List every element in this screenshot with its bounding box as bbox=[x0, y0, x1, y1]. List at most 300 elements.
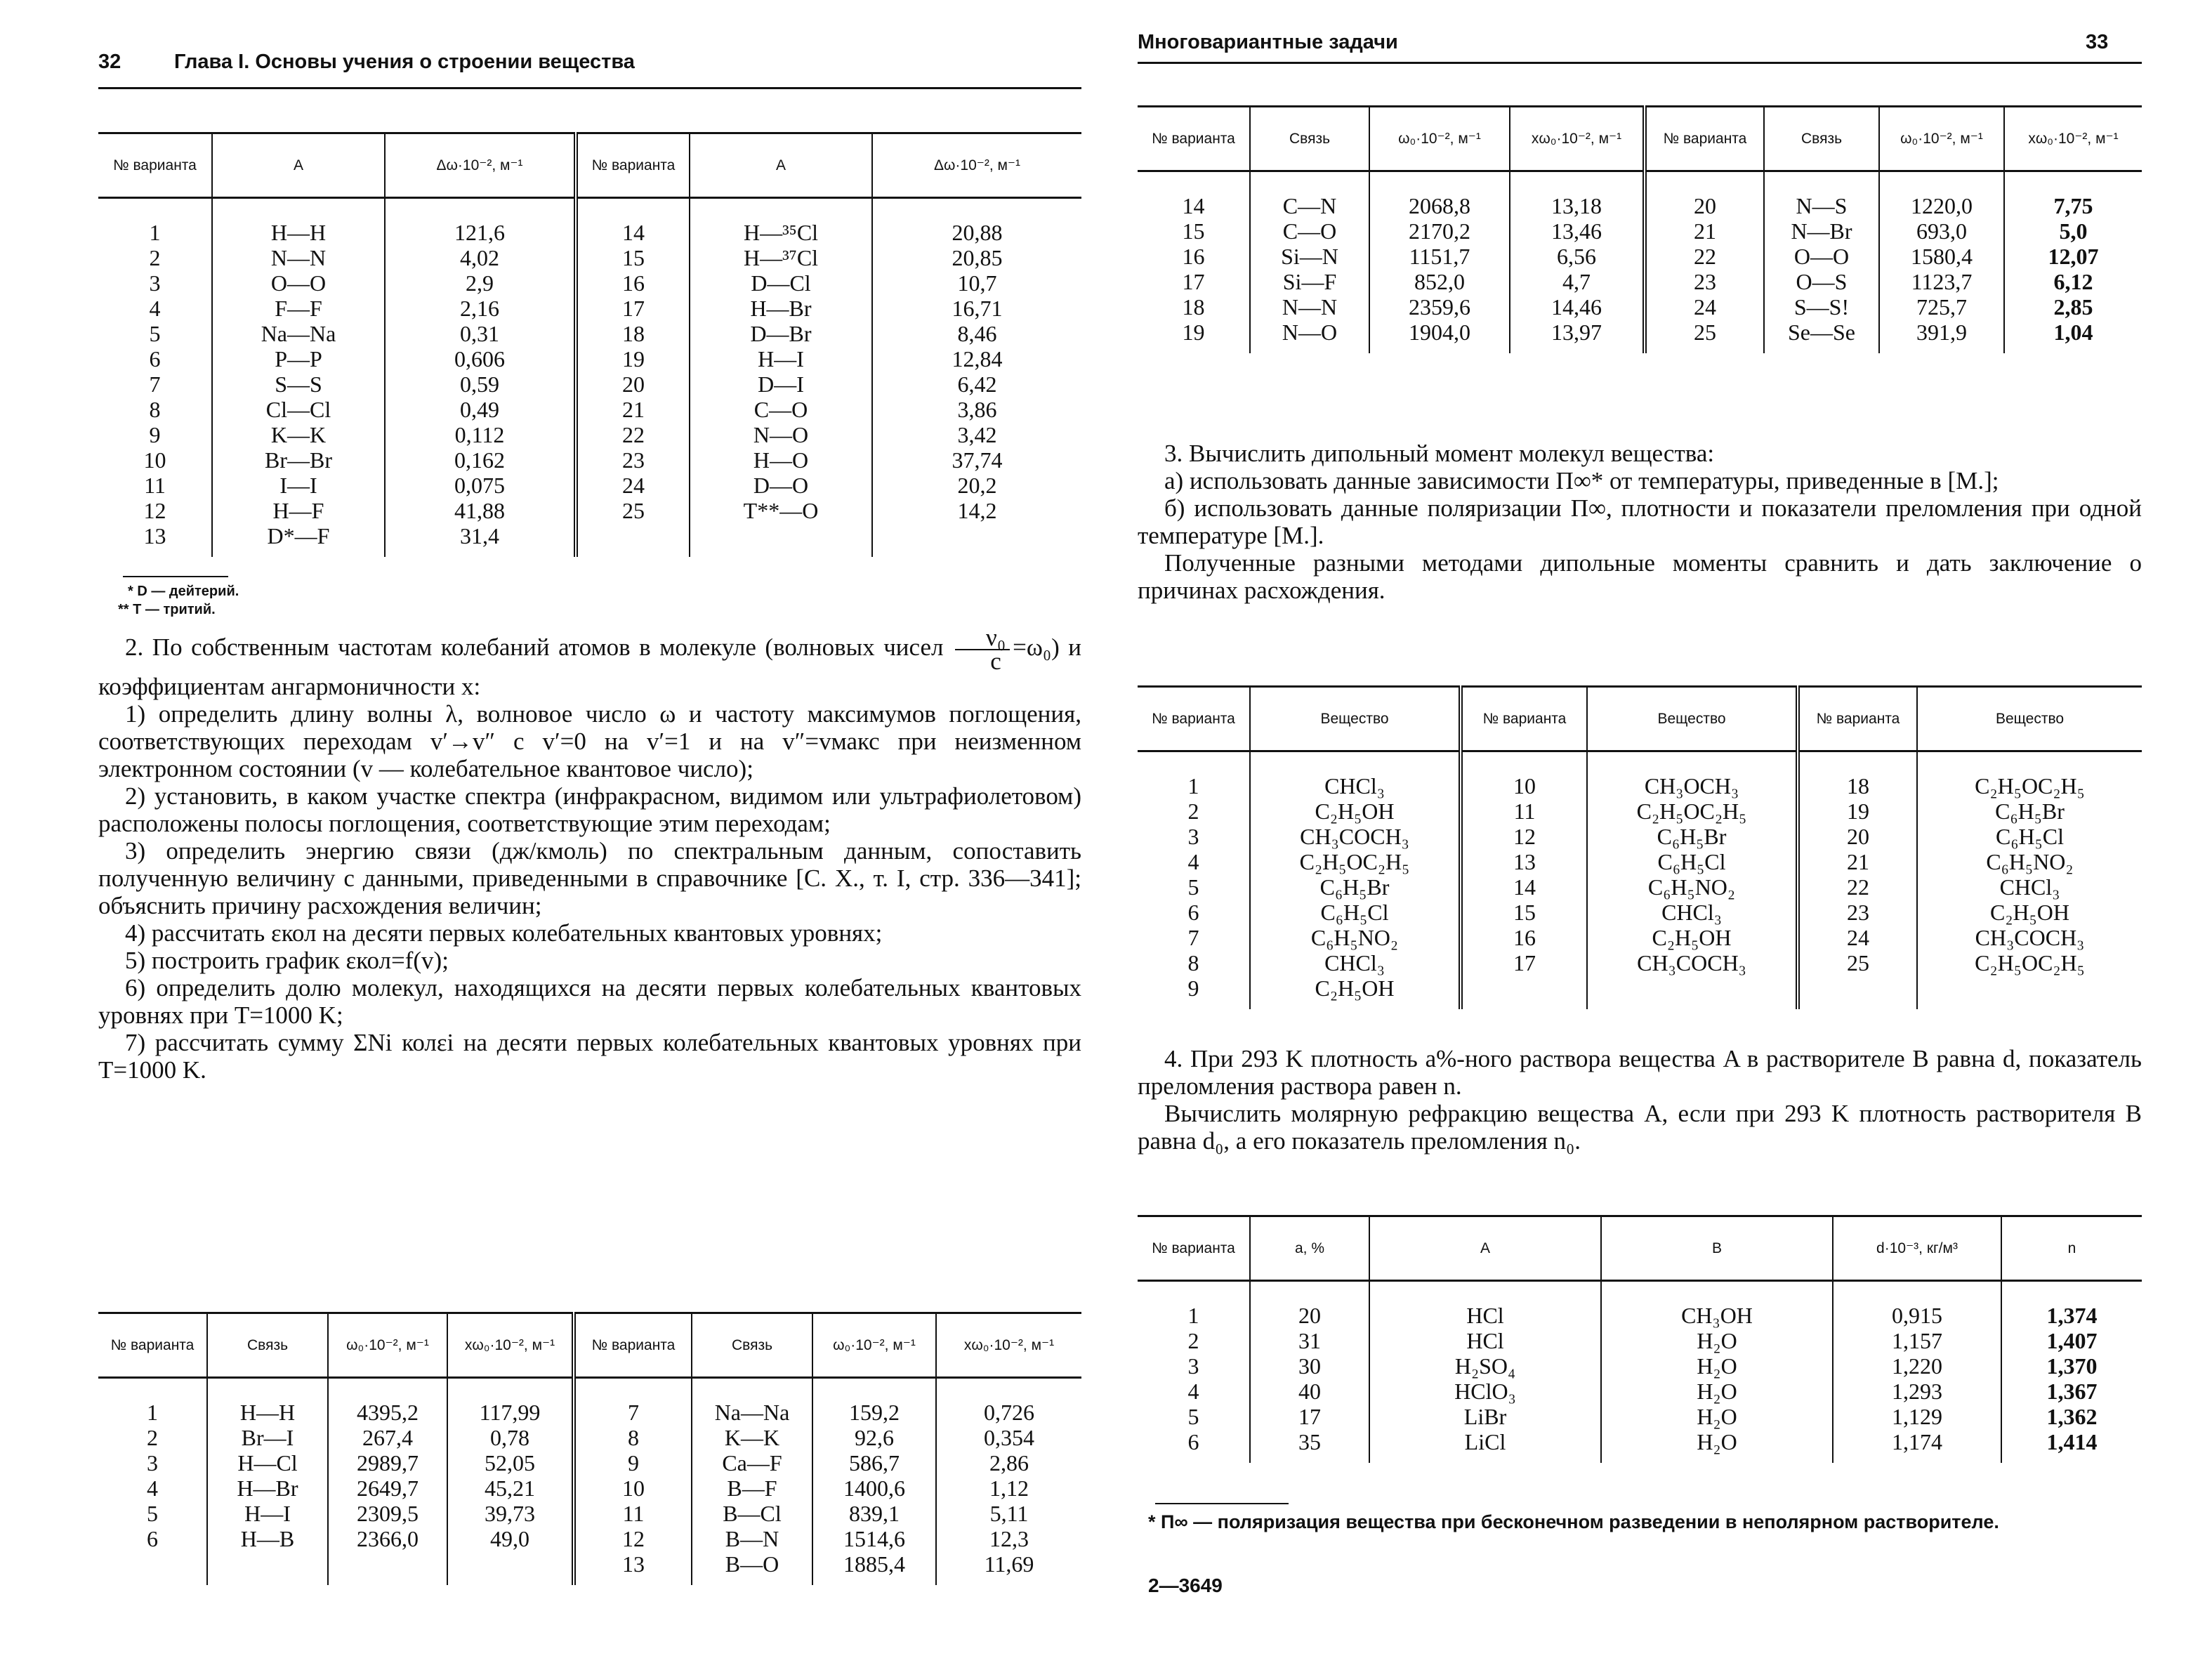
table-cell: C₆H₅NO₂ bbox=[1986, 849, 2074, 874]
table-cell: C₆H₅Cl bbox=[1996, 824, 2064, 849]
table-cell: 4 bbox=[1187, 849, 1199, 874]
table-cell: 23 bbox=[1694, 269, 1716, 294]
footnote-deuterium: * D — дейтерий. bbox=[128, 584, 239, 599]
table-cell bbox=[1466, 975, 1584, 1001]
table-cell: HClO₃ bbox=[1454, 1379, 1516, 1404]
problem-2-item: 6) определить долю молекул, находящихся на десяти первых колебательных квантовых уровнях при T=1000 K; bbox=[98, 974, 1081, 1029]
column-header: ω₀·10⁻², м⁻¹ bbox=[812, 1313, 936, 1378]
table-cell: C₆H₅Br bbox=[1657, 824, 1727, 849]
table-cell: 8 bbox=[628, 1425, 639, 1450]
footnote-rule bbox=[1155, 1503, 1289, 1504]
problem-3-conclusion: Полученные разными методами дипольные моменты сравнить и дать заключение о причинах расхождения. bbox=[1138, 549, 2142, 604]
table-cell: 1123,7 bbox=[1911, 269, 1973, 294]
column-header: № варианта bbox=[1461, 687, 1587, 751]
table-cell: C₂H₅OC₂H₅ bbox=[1975, 773, 2085, 799]
table-cell: HCl bbox=[1466, 1328, 1504, 1353]
table-column bbox=[385, 198, 576, 558]
table-cell: 15 bbox=[1182, 218, 1205, 244]
table-cell bbox=[1921, 975, 2139, 1001]
table-cell: C—O bbox=[1282, 218, 1337, 244]
table-cell: S—S bbox=[275, 372, 322, 397]
table-cell: 1,370 bbox=[2046, 1353, 2098, 1379]
table-cell: N—Br bbox=[1791, 218, 1852, 244]
table-cell: Cl—Cl bbox=[265, 397, 331, 422]
column-header: Δω·10⁻², м⁻¹ bbox=[872, 133, 1081, 198]
table-cell: 267,4 bbox=[362, 1425, 413, 1450]
table-cell: 19 bbox=[1847, 799, 1869, 824]
table-cell: 2649,7 bbox=[357, 1476, 419, 1501]
table-row bbox=[1138, 171, 2142, 354]
table-cell: D*—F bbox=[267, 523, 330, 548]
table-cell: 1 bbox=[1187, 773, 1199, 799]
table-cell: 13 bbox=[1513, 849, 1536, 874]
table-cell: 6 bbox=[147, 1526, 158, 1551]
table-cell: Si—N bbox=[1281, 244, 1338, 269]
table-cell: 7 bbox=[628, 1400, 639, 1425]
table-cell: CH₃COCH₃ bbox=[1637, 950, 1746, 975]
table-cell: D—Cl bbox=[751, 270, 811, 296]
table-cell: C₆H₅Cl bbox=[1657, 849, 1726, 874]
table-cell: O—O bbox=[1793, 244, 1850, 269]
table-cell: D—I bbox=[758, 372, 804, 397]
table-cell: 23 bbox=[622, 447, 645, 473]
table-column bbox=[1138, 171, 1250, 354]
problem-2 bbox=[98, 626, 1081, 1084]
column-header: № варианта bbox=[1138, 1216, 1250, 1281]
column-header: xω₀·10⁻², м⁻¹ bbox=[2004, 107, 2142, 171]
table-cell: 9 bbox=[149, 422, 161, 447]
table-cell: 16 bbox=[1513, 925, 1536, 950]
column-header: № варианта bbox=[98, 1313, 207, 1378]
fraction-denominator: c bbox=[990, 648, 1001, 675]
table-cell: C₂H₅OH bbox=[1990, 900, 2069, 925]
table-cell: 20,88 bbox=[952, 220, 1003, 245]
table-cell: H—O bbox=[753, 447, 809, 473]
table-cell: 0,606 bbox=[454, 346, 505, 372]
table-cell: C₆H₅NO₂ bbox=[1647, 874, 1736, 900]
column-header: Связь bbox=[1764, 107, 1879, 171]
page-number: 32 bbox=[98, 51, 121, 73]
table-cell bbox=[1591, 975, 1793, 1001]
table-cell: 21 bbox=[1847, 849, 1869, 874]
table-cell: 0,162 bbox=[454, 447, 505, 473]
table-column bbox=[1587, 751, 1798, 1010]
table-cell: 11,69 bbox=[984, 1551, 1034, 1577]
column-header: № варианта bbox=[1645, 107, 1764, 171]
problem-3-item-b: б) использовать данные поляризации П∞, плотности и показатели преломления при одной температуре [M.]. bbox=[1138, 494, 2142, 549]
table-cell: C—N bbox=[1282, 193, 1337, 218]
problem-2-intro bbox=[98, 626, 1081, 700]
table-cell bbox=[876, 523, 1079, 548]
table-cell: F—F bbox=[275, 296, 322, 321]
table-cell: N—S bbox=[1796, 193, 1848, 218]
table-column bbox=[207, 1378, 328, 1586]
footnote-polarization: * П∞ — поляризация вещества при бесконечном разведении в неполярном растворителе. bbox=[1148, 1511, 1999, 1532]
table-cell: 21 bbox=[1694, 218, 1716, 244]
table-column bbox=[1833, 1281, 2001, 1464]
table-cell: H—I bbox=[758, 346, 804, 372]
table-cell: 7 bbox=[149, 372, 161, 397]
table-cell: 2989,7 bbox=[357, 1450, 419, 1476]
column-header: № варианта bbox=[1798, 687, 1917, 751]
table-cell: 1,04 bbox=[2053, 320, 2093, 345]
table-cell: C₆H₅NO₂ bbox=[1310, 925, 1399, 950]
table-cell: 8,46 bbox=[957, 321, 997, 346]
table-cell: 10,7 bbox=[957, 270, 997, 296]
column-header: A bbox=[1369, 1216, 1601, 1281]
table-cell bbox=[101, 1551, 204, 1577]
table-cell: 3,86 bbox=[957, 397, 997, 422]
table-cell: 0,78 bbox=[490, 1425, 529, 1450]
table-cell: 0,354 bbox=[984, 1425, 1034, 1450]
problem-2-item: 4) рассчитать εкол на десяти первых колебательных квантовых уровнях; bbox=[125, 919, 883, 947]
table-cell: 22 bbox=[1847, 874, 1869, 900]
table-cell: 725,7 bbox=[1916, 294, 1967, 320]
table-cell: 4395,2 bbox=[357, 1400, 419, 1425]
table-cell: 2 bbox=[1187, 1328, 1199, 1353]
table-cell: 1,414 bbox=[2046, 1429, 2098, 1454]
table-cell: 1580,4 bbox=[1911, 244, 1973, 269]
table-cell: 40 bbox=[1298, 1379, 1321, 1404]
table-cell: 20 bbox=[1298, 1303, 1321, 1328]
table-cell: 2366,0 bbox=[357, 1526, 419, 1551]
table-column bbox=[98, 1378, 207, 1586]
table-cell: 1 bbox=[1187, 1303, 1199, 1328]
column-header: № варианта bbox=[576, 133, 690, 198]
table-column bbox=[576, 198, 690, 558]
table-cell: O—O bbox=[270, 270, 327, 296]
table-column bbox=[1369, 171, 1510, 354]
column-header: Связь bbox=[1250, 107, 1369, 171]
table-cell: 1,407 bbox=[2046, 1328, 2098, 1353]
table-row bbox=[1138, 751, 2142, 1010]
problem-2-intro-a: 2. По собственным частотам колебаний атомов в молекуле (волновых чисел bbox=[125, 633, 953, 662]
table-column bbox=[1369, 1281, 1601, 1464]
column-header: Вещество bbox=[1250, 687, 1461, 751]
table-cell: 1,367 bbox=[2046, 1379, 2098, 1404]
table-column bbox=[328, 1378, 447, 1586]
table-cell: 30 bbox=[1298, 1353, 1321, 1379]
table-cell: 5 bbox=[149, 321, 161, 346]
table-cell: N—O bbox=[753, 422, 809, 447]
table-cell: 45,21 bbox=[485, 1476, 535, 1501]
table-cell: K—K bbox=[724, 1425, 780, 1450]
table-cell: 41,88 bbox=[454, 498, 505, 523]
column-header: № варианта bbox=[98, 133, 212, 198]
table-cell bbox=[581, 523, 686, 548]
table-cell: 6,42 bbox=[957, 372, 997, 397]
table-cell: 4,7 bbox=[1562, 269, 1591, 294]
table-cell: 2,9 bbox=[466, 270, 494, 296]
table-cell: 12,3 bbox=[989, 1526, 1029, 1551]
table-cell: 2170,2 bbox=[1409, 218, 1470, 244]
table-cell: 11 bbox=[144, 473, 166, 498]
table-column bbox=[98, 198, 212, 558]
table-column bbox=[1764, 171, 1879, 354]
table-column bbox=[1917, 751, 2142, 1010]
table-cell: N—O bbox=[1282, 320, 1338, 345]
table-cell: CH₃OCH₃ bbox=[1644, 773, 1739, 799]
table-cell: C₂H₅OH bbox=[1315, 975, 1395, 1001]
table-cell: 25 bbox=[1694, 320, 1716, 345]
table-cell: D—Br bbox=[750, 321, 812, 346]
table-cell: S—S! bbox=[1793, 294, 1850, 320]
table-cell: 24 bbox=[1847, 925, 1869, 950]
table-cell: 4 bbox=[1187, 1379, 1199, 1404]
table-cell: 1,12 bbox=[989, 1476, 1029, 1501]
table-cell: C₂H₅OC₂H₅ bbox=[1636, 799, 1747, 824]
table-cell: 7,75 bbox=[2053, 193, 2093, 218]
table-cell: Se—Se bbox=[1788, 320, 1855, 345]
table-cell: 24 bbox=[1694, 294, 1716, 320]
signature-mark: 2—3649 bbox=[1148, 1575, 1223, 1596]
table-cell: 19 bbox=[622, 346, 645, 372]
table-cell: 2,86 bbox=[989, 1450, 1029, 1476]
table-cell: H₂O bbox=[1697, 1353, 1737, 1379]
table-cell: 14,46 bbox=[1551, 294, 1602, 320]
fraction-equals: =ω₀ bbox=[1013, 633, 1052, 662]
table-column bbox=[872, 198, 1081, 558]
table-cell: 22 bbox=[1694, 244, 1716, 269]
column-header: Δω·10⁻², м⁻¹ bbox=[385, 133, 576, 198]
table-column bbox=[690, 198, 872, 558]
table-column bbox=[2001, 1281, 2142, 1464]
column-header: xω₀·10⁻², м⁻¹ bbox=[447, 1313, 574, 1378]
table-cell: CHCl₃ bbox=[1661, 900, 1722, 925]
table-cell: B—F bbox=[727, 1476, 777, 1501]
table-cell: H—³⁵Cl bbox=[743, 220, 819, 245]
problem-3-title: 3. Вычислить дипольный момент молекул вещества: bbox=[1164, 440, 1715, 467]
table-cell: 5,0 bbox=[2059, 218, 2088, 244]
problem-2-item: 1) определить длину волны λ, волновое число ω и частоту максимумов поглощения, соответствующих переходам v′→v″ с v′=0 на v′=1 и на v″=vмакс при неизменном электронном состоянии (v — колебательное квантовое число); bbox=[98, 700, 1081, 782]
table-column bbox=[1250, 171, 1369, 354]
column-header: Связь bbox=[207, 1313, 328, 1378]
table-cell: H—F bbox=[272, 498, 324, 523]
table-cell: 3 bbox=[149, 270, 161, 296]
table-cell: 2,85 bbox=[2053, 294, 2093, 320]
table-cell bbox=[693, 523, 869, 548]
column-header: ω₀·10⁻², м⁻¹ bbox=[1369, 107, 1510, 171]
table-substances bbox=[1138, 685, 2142, 1009]
table-cell: 0,075 bbox=[454, 473, 505, 498]
table-cell: H—I bbox=[244, 1501, 291, 1526]
table-cell: 2359,6 bbox=[1409, 294, 1470, 320]
table-cell: Br—Br bbox=[265, 447, 332, 473]
table-column bbox=[212, 198, 385, 558]
table-cell: 14 bbox=[1513, 874, 1536, 900]
table-column bbox=[574, 1378, 692, 1586]
table-cell: 18 bbox=[622, 321, 645, 346]
table-column bbox=[1250, 1281, 1369, 1464]
table-cell: 12 bbox=[1513, 824, 1536, 849]
table-cell: 4,02 bbox=[460, 245, 499, 270]
column-header: № варианта bbox=[1138, 107, 1250, 171]
table-cell: D—O bbox=[753, 473, 809, 498]
table-column bbox=[1138, 751, 1250, 1010]
table-cell: 1,362 bbox=[2046, 1404, 2098, 1429]
table-cell: 0,31 bbox=[460, 321, 499, 346]
table-cell: 693,0 bbox=[1916, 218, 1967, 244]
table-cell: Na—Na bbox=[714, 1400, 790, 1425]
table-cell: 1885,4 bbox=[843, 1551, 905, 1577]
table-cell: 21 bbox=[622, 397, 645, 422]
table-cell: 5 bbox=[147, 1501, 158, 1526]
table-cell: 13,97 bbox=[1551, 320, 1602, 345]
table-cell: 0,915 bbox=[1892, 1303, 1942, 1328]
table-cell: 16 bbox=[622, 270, 645, 296]
table-cell: 159,2 bbox=[849, 1400, 900, 1425]
table-cell: 18 bbox=[1847, 773, 1869, 799]
table-cell: 20 bbox=[1694, 193, 1716, 218]
table-column bbox=[1250, 751, 1461, 1010]
table-cell: H—B bbox=[240, 1526, 295, 1551]
table-vibration-left bbox=[98, 1312, 1081, 1585]
table-column bbox=[1510, 171, 1645, 354]
table-cell: 9 bbox=[628, 1450, 639, 1476]
table-cell: 6 bbox=[1187, 900, 1199, 925]
table-column bbox=[1138, 1281, 1250, 1464]
table-cell: C₂H₅OH bbox=[1315, 799, 1395, 824]
table-cell: 6,12 bbox=[2053, 269, 2093, 294]
table-cell: 23 bbox=[1847, 900, 1869, 925]
table-cell: 839,1 bbox=[849, 1501, 900, 1526]
table-cell: Si—F bbox=[1282, 269, 1337, 294]
footnote-rule bbox=[123, 576, 228, 577]
table-row bbox=[98, 1378, 1081, 1586]
table-column bbox=[1601, 1281, 1833, 1464]
table-cell: LiCl bbox=[1464, 1429, 1506, 1454]
table-cell: C₆H₅Cl bbox=[1320, 900, 1389, 925]
table-cell: 8 bbox=[149, 397, 161, 422]
table-cell: 3 bbox=[1187, 1353, 1199, 1379]
table-cell: 586,7 bbox=[849, 1450, 900, 1476]
table-cell: 20 bbox=[622, 372, 645, 397]
table-cell: 1 bbox=[149, 220, 161, 245]
table-cell: 37,74 bbox=[952, 447, 1003, 473]
table-cell bbox=[331, 1551, 444, 1577]
table-cell: H—H bbox=[270, 220, 327, 245]
column-header: Вещество bbox=[1587, 687, 1798, 751]
table-cell: 4 bbox=[147, 1476, 158, 1501]
header-rule bbox=[1138, 62, 2142, 64]
table-cell: H—H bbox=[239, 1400, 296, 1425]
table-column bbox=[447, 1378, 574, 1586]
table-cell: 20 bbox=[1847, 824, 1869, 849]
problem-4-condition: 4. При 293 K плотность a%-ного раствора вещества A в растворителе B равна d, показатель преломления раствора равен n. bbox=[1138, 1045, 2142, 1100]
table-cell: 1 bbox=[147, 1400, 158, 1425]
table-cell: 1,293 bbox=[1892, 1379, 1942, 1404]
table-cell: CHCl₃ bbox=[1324, 950, 1385, 975]
page-number: 33 bbox=[2086, 31, 2109, 53]
running-head: Многовариантные задачи bbox=[1138, 31, 1398, 53]
problem-2-item: 7) рассчитать сумму ΣNi колεi на десяти первых колебательных квантовых уровнях при T=1000 K. bbox=[98, 1029, 1081, 1084]
table-cell: 20,2 bbox=[957, 473, 997, 498]
table-cell: 18 bbox=[1182, 294, 1205, 320]
table-cell: 1,129 bbox=[1892, 1404, 1942, 1429]
table-cell: H₂O bbox=[1697, 1379, 1737, 1404]
table-cell bbox=[211, 1551, 324, 1577]
problem-2-intro-b: ) и коэффициентам ангармоничности x: bbox=[98, 633, 1081, 700]
table-cell: H—Cl bbox=[237, 1450, 298, 1476]
column-header: B bbox=[1601, 1216, 1833, 1281]
table-cell: O—S bbox=[1796, 269, 1848, 294]
table-cell: 31,4 bbox=[460, 523, 499, 548]
table-cell: B—Cl bbox=[723, 1501, 782, 1526]
table-cell: T**—O bbox=[743, 498, 819, 523]
table-cell: 9 bbox=[1187, 975, 1199, 1001]
table-cell: Na—Na bbox=[261, 321, 336, 346]
table-cell: HCl bbox=[1466, 1303, 1504, 1328]
table-cell: 15 bbox=[1513, 900, 1536, 925]
table-cell: 391,9 bbox=[1916, 320, 1967, 345]
table-cell: 5 bbox=[1187, 1404, 1199, 1429]
column-header: A bbox=[690, 133, 872, 198]
column-header: n bbox=[2001, 1216, 2142, 1281]
table-refraction bbox=[1138, 1215, 2142, 1463]
table-cell: 10 bbox=[622, 1476, 645, 1501]
table-cell: 14 bbox=[1182, 193, 1205, 218]
table-cell: 52,05 bbox=[485, 1450, 535, 1476]
table-cell: N—N bbox=[270, 245, 327, 270]
table-cell bbox=[1803, 975, 1914, 1001]
table-cell: CH₃COCH₃ bbox=[1975, 925, 2085, 950]
column-header: № варианта bbox=[1138, 687, 1250, 751]
table-cell: 16,71 bbox=[952, 296, 1003, 321]
table-cell: 12 bbox=[143, 498, 166, 523]
table-cell: 0,49 bbox=[460, 397, 499, 422]
table-cell: 13 bbox=[622, 1551, 645, 1577]
table-cell: 17 bbox=[1298, 1404, 1321, 1429]
column-header: Связь bbox=[692, 1313, 812, 1378]
table-cell: 15 bbox=[622, 245, 645, 270]
table-vibration-right bbox=[1138, 105, 2142, 353]
problem-2-item: 3) определить энергию связи (дж/кмоль) по спектральным данным, сопоставить полученную величину с данными, приведенными в справочнике [С. Х., т. I, стр. 336—341]; объяснить причину расхождения величин; bbox=[98, 837, 1081, 919]
problem-3-item-a: а) использовать данные зависимости П∞* от температуры, приведенные в [M.]; bbox=[1164, 467, 1999, 494]
table-cell: 3,42 bbox=[957, 422, 997, 447]
table-cell: CH₃OH bbox=[1681, 1303, 1753, 1328]
footnote-tritium: ** T — тритий. bbox=[118, 602, 216, 617]
table-cell: K—K bbox=[270, 422, 327, 447]
column-header: Вещество bbox=[1917, 687, 2142, 751]
table-cell: 0,59 bbox=[460, 372, 499, 397]
table-cell: 19 bbox=[1182, 320, 1205, 345]
table-cell: 35 bbox=[1298, 1429, 1321, 1454]
table-cell: 1,374 bbox=[2046, 1303, 2098, 1328]
column-header: a, % bbox=[1250, 1216, 1369, 1281]
problem-2-item: 2) установить, в каком участке спектра (инфракрасном, видимом или ультрафиолетовом) расположены полосы поглощения, соответствующие этим переходам; bbox=[98, 782, 1081, 837]
table-cell: C₆H₅Br bbox=[1319, 874, 1390, 900]
table-row bbox=[1138, 1281, 2142, 1464]
table-cell: 1,220 bbox=[1892, 1353, 1942, 1379]
table-cell: CHCl₃ bbox=[1999, 874, 2060, 900]
table-cell: 13,46 bbox=[1551, 218, 1602, 244]
table-cell: 49,0 bbox=[490, 1526, 529, 1551]
table-cell: 14,2 bbox=[957, 498, 997, 523]
table-cell: LiBr bbox=[1463, 1404, 1507, 1429]
table-cell: 13,18 bbox=[1551, 193, 1602, 218]
table-cell bbox=[451, 1551, 569, 1577]
table-column bbox=[1879, 171, 2004, 354]
table-column bbox=[812, 1378, 936, 1586]
table-cell: 25 bbox=[622, 498, 645, 523]
table-cell: I—I bbox=[279, 473, 317, 498]
table-cell: H₂O bbox=[1697, 1404, 1737, 1429]
table-column bbox=[936, 1378, 1081, 1586]
problem-2-item: 5) построить график εкол=f(v); bbox=[125, 947, 449, 974]
table-cell: 1,174 bbox=[1892, 1429, 1942, 1454]
table-cell: H₂O bbox=[1697, 1328, 1737, 1353]
problem-3 bbox=[1138, 440, 2142, 604]
